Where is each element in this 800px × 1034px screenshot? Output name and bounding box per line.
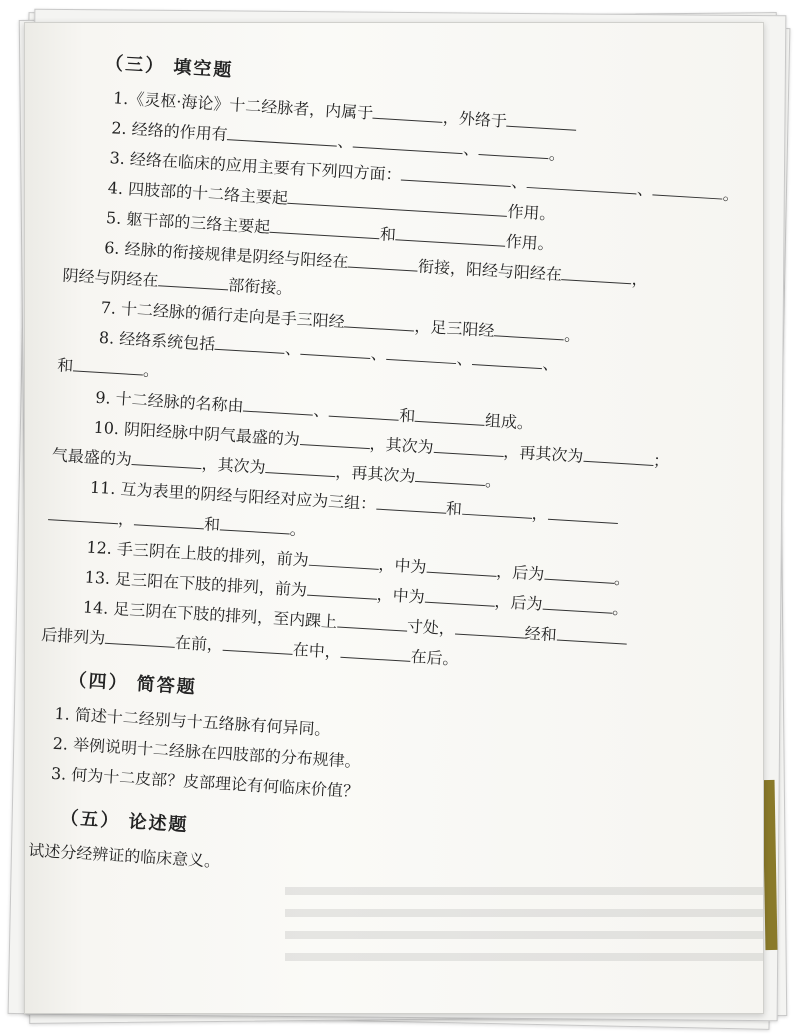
blank <box>48 503 119 524</box>
blank <box>243 395 314 416</box>
blank <box>131 448 202 469</box>
blank <box>455 617 526 638</box>
short-answer-item: 2. 举例说明十二经脉在四肢部的分布规律。 <box>52 733 362 772</box>
blank <box>396 223 507 246</box>
blank <box>353 131 464 154</box>
blank <box>227 123 338 146</box>
blank <box>223 634 294 655</box>
blank <box>329 400 400 421</box>
blank <box>340 641 411 662</box>
blank <box>583 445 654 466</box>
essay-heading: （五） 论述题 <box>59 807 190 836</box>
blank <box>401 164 512 187</box>
question-5: 5. 躯干部的三络主要起 和 作用。 <box>105 208 555 254</box>
blank <box>562 263 633 284</box>
question-3: 3. 经络在临床的应用主要有下列四方面： 、 、 。 <box>109 148 740 205</box>
show-through-text <box>285 873 764 993</box>
blank <box>307 579 378 600</box>
question-14: 14. 足三阴在下肢的排列，至内踝上 寸处， 经和 <box>42 590 763 663</box>
question-2: 2. 经络的作用有 、 、 。 <box>110 118 566 165</box>
short-answer-item: 1. 简述十二经别与十五络脉有何异同。 <box>54 703 332 740</box>
page-content <box>28 33 764 908</box>
blank <box>105 627 176 648</box>
blank <box>507 110 578 131</box>
blank <box>544 563 615 584</box>
blank <box>348 251 419 272</box>
blank <box>265 456 336 477</box>
question-6: 6. 经脉的衔接规律是阴经与阳经在 衔接，阳经与阳经在 ， <box>103 238 649 290</box>
blank <box>462 498 533 519</box>
blank <box>300 428 371 449</box>
blank <box>472 348 543 369</box>
blank <box>301 338 372 359</box>
blank <box>556 624 627 645</box>
question-13: 13. 足三阳在下肢的排列，前为 ，中为 ，后为 。 <box>84 567 629 619</box>
blank <box>479 138 550 159</box>
blank <box>424 586 495 607</box>
short-answer-item: 3. 何为十二皮部？皮部理论有何临床价值？ <box>50 763 360 802</box>
question-10-cont: 气最盛的为 ，其次为 ，再其次为 。 <box>51 445 502 491</box>
question-11-cont: ， 和 。 <box>47 500 764 573</box>
question-6-cont: 阴经与阴经在 部衔接。 <box>62 265 293 299</box>
blank <box>220 513 291 534</box>
blank <box>527 171 638 194</box>
question-12: 12. 手三阴在上肢的排列，前为 ，中为 ，后为 。 <box>85 537 631 589</box>
fill-in-heading: （三） 填空题 <box>104 52 234 82</box>
blank <box>215 333 286 354</box>
blank <box>494 319 565 340</box>
blank <box>433 436 504 457</box>
question-4: 4. 四肢部的十二络主要起作用。 <box>107 178 557 224</box>
blank <box>158 269 229 290</box>
blank <box>373 102 444 123</box>
question-7: 7. 十二经脉的循行走向是手三阳经 ，足三阳经 。 <box>100 297 581 346</box>
blank <box>134 508 205 529</box>
question-11: 11. 互为表里的阴经与阳经对应为三组： 和 ， <box>49 470 764 543</box>
blank <box>337 610 408 631</box>
blank <box>548 503 619 524</box>
document-page <box>24 22 764 1014</box>
blank <box>653 178 724 199</box>
question-9: 9. 十二经脉的名称由 、 和 组成。 <box>94 387 534 433</box>
question-8-cont: 和 。 <box>56 355 160 381</box>
short-answer-heading: （四） 简答题 <box>67 669 198 699</box>
blank <box>542 593 613 614</box>
question-14-cont: 后排列为 在前， 在中， 在后。 <box>40 624 460 669</box>
blank <box>270 216 381 239</box>
blank <box>344 310 415 331</box>
blank <box>415 405 486 426</box>
blank <box>415 465 486 486</box>
blank <box>387 343 458 364</box>
essay-question: 试述分经辨证的临床意义。 <box>27 840 221 871</box>
blank <box>308 549 379 570</box>
blank <box>376 493 447 514</box>
blank <box>426 556 497 577</box>
blank <box>73 354 144 375</box>
question-1: 1.《灵枢·海论》十二经脉者，内属于 ，外络于 <box>72 81 764 154</box>
question-10: 10. 阴阳经脉中阴气最盛的为 ，其次为 ，再其次为 ； <box>93 417 670 471</box>
question-8: 8. 经络系统包括 、 、 、 、 <box>98 327 560 375</box>
